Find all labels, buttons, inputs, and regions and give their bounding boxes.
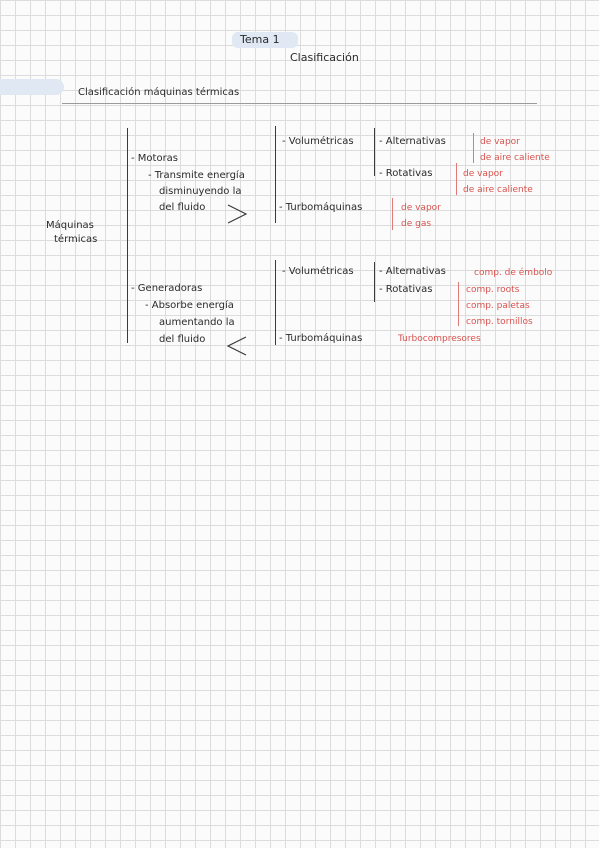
motoras-bracket <box>275 126 276 223</box>
generadoras-vol-bracket <box>374 262 375 302</box>
generadoras-alternativas: - Alternativas <box>379 266 446 277</box>
motoras-desc-3: del fluido <box>159 202 206 213</box>
topic-label: Tema 1 <box>240 33 280 46</box>
generadoras-desc-1: - Absorbe energía <box>145 300 234 311</box>
root-label-line1: Máquinas <box>46 220 94 231</box>
motoras-turbo-item-2: de gas <box>401 219 432 229</box>
generadoras-label: - Generadoras <box>131 283 203 294</box>
generadoras-rot-bracket <box>458 282 459 326</box>
motoras-desc-2: disminuyendo la <box>159 186 242 197</box>
subtitle-underline <box>62 103 537 104</box>
generadoras-rot-item-3: comp. tornillos <box>466 317 533 327</box>
generadoras-rot-item-2: comp. paletas <box>466 301 530 311</box>
motoras-rot-bracket <box>456 163 457 195</box>
motoras-alt-item-1: de vapor <box>480 137 520 147</box>
motoras-turbo-item-1: de vapor <box>401 203 441 213</box>
motoras-turbo-bracket <box>392 198 393 230</box>
generadoras-desc-2: aumentando la <box>159 317 235 328</box>
generadoras-rotativas: - Rotativas <box>379 284 433 295</box>
generadoras-desc-3: del fluido <box>159 334 206 345</box>
section-subtitle: Clasificación máquinas térmicas <box>78 87 240 98</box>
motoras-desc-1: - Transmite energía <box>148 170 245 181</box>
motoras-label: - Motoras <box>131 153 179 164</box>
motoras-rot-item-2: de aire caliente <box>463 185 533 195</box>
root-bracket <box>127 128 128 343</box>
motoras-rotativas: - Rotativas <box>379 168 433 179</box>
page-title: Clasificación <box>290 51 359 64</box>
generadoras-volumetricas: - Volumétricas <box>282 266 354 277</box>
left-margin-highlight <box>0 79 64 95</box>
greater-than-symbol <box>226 334 248 358</box>
root-label-line2: térmicas <box>54 234 98 245</box>
generadoras-turbo-note: Turbocompresores <box>398 334 481 344</box>
motoras-vol-bracket <box>374 128 375 176</box>
motoras-alt-item-2: de aire caliente <box>480 153 550 163</box>
generadoras-rot-item-1: comp. roots <box>466 285 520 295</box>
less-than-symbol <box>226 202 248 226</box>
motoras-rot-item-1: de vapor <box>463 169 503 179</box>
motoras-volumetricas: - Volumétricas <box>282 136 354 147</box>
generadoras-turbomaquinas: - Turbomáquinas <box>279 333 363 344</box>
motoras-alt-bracket <box>473 133 474 163</box>
generadoras-alt-note: comp. de émbolo <box>474 268 553 278</box>
generadoras-bracket <box>275 260 276 345</box>
motoras-turbomaquinas: - Turbomáquinas <box>279 202 363 213</box>
motoras-alternativas: - Alternativas <box>379 136 446 147</box>
